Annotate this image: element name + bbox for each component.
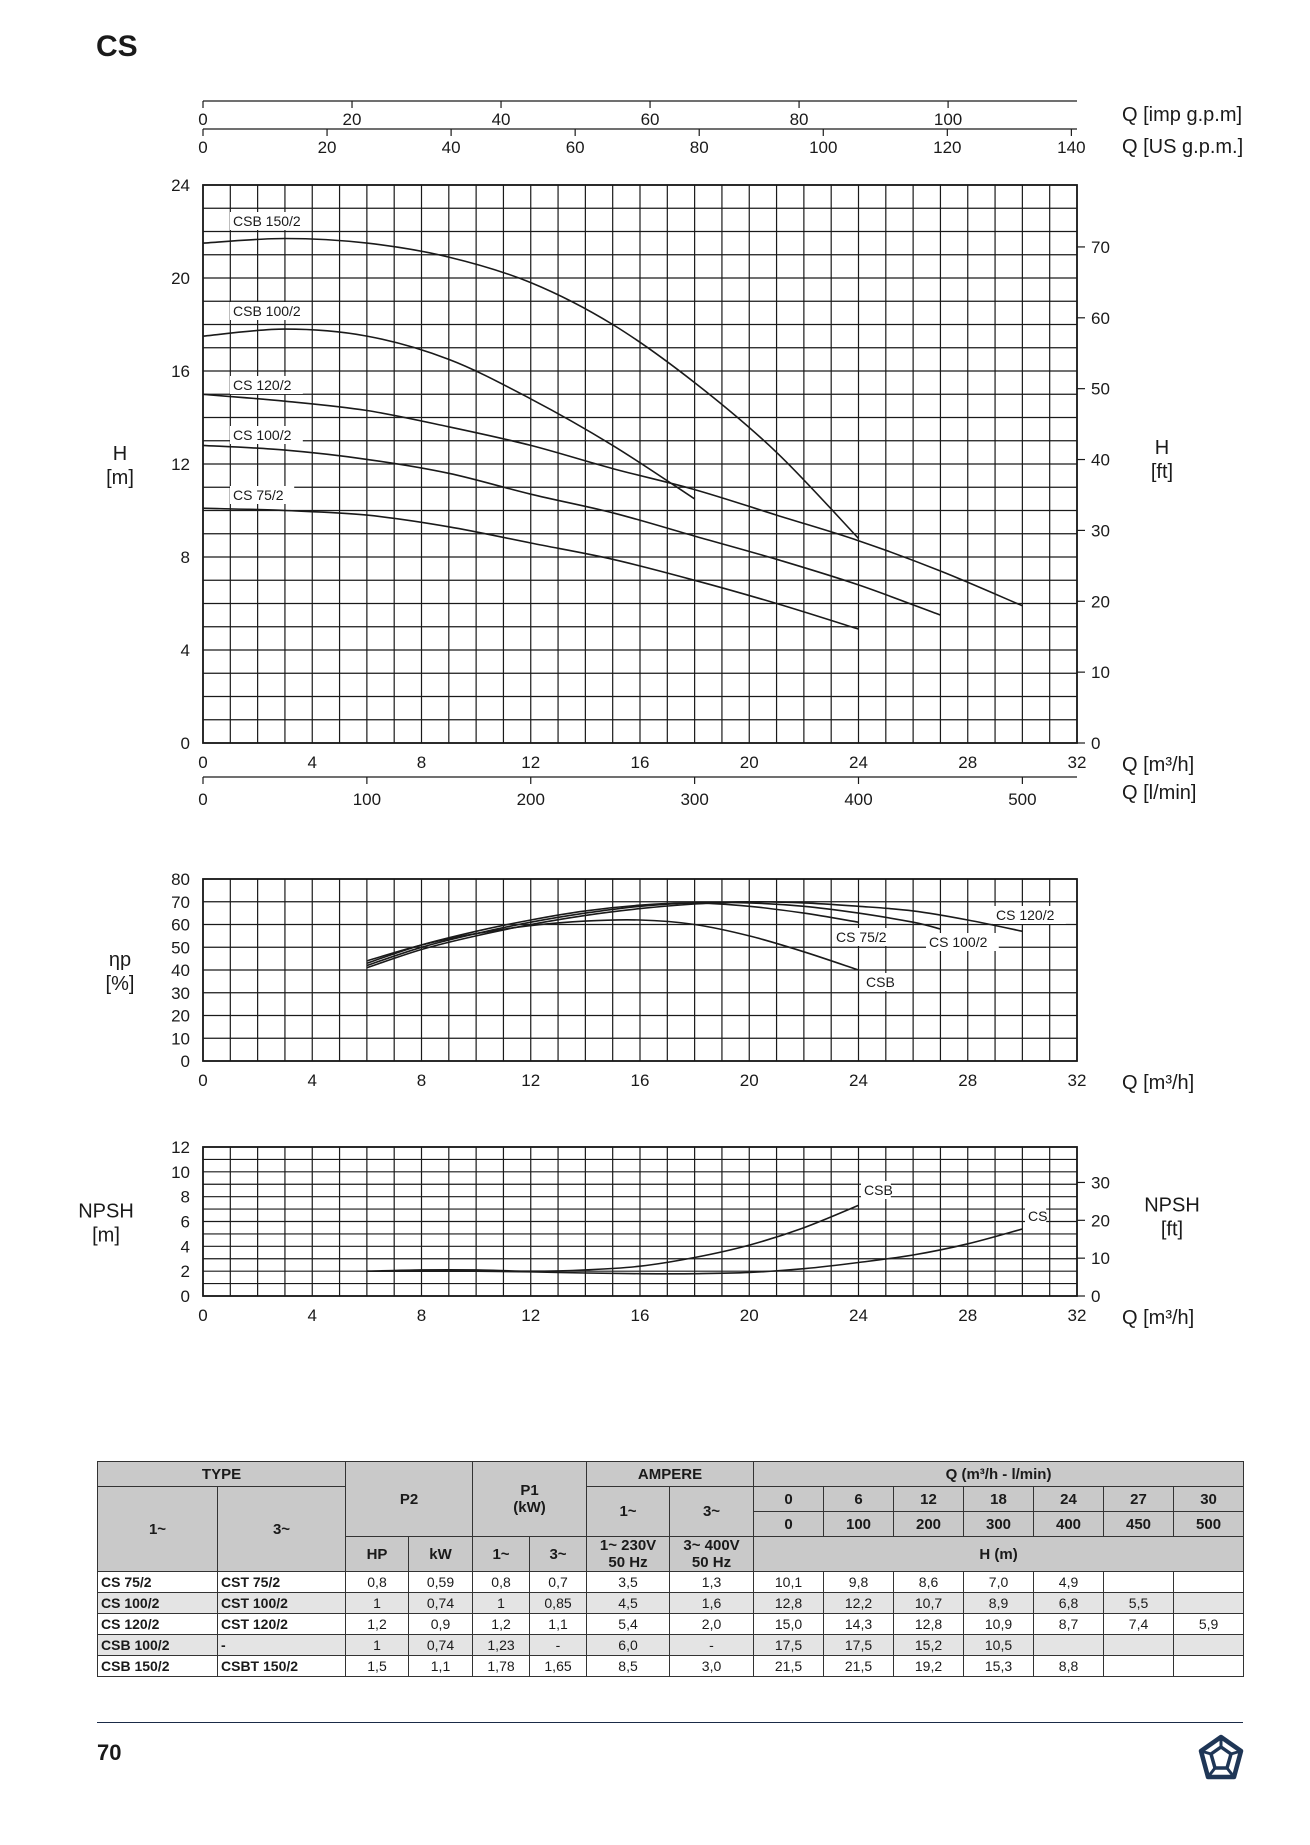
y-axis-label: ηp xyxy=(108,949,132,971)
us-gpm-tick-label: 80 xyxy=(689,138,709,157)
y2-tick-label: 30 xyxy=(1091,1173,1110,1193)
series-label: CSB 100/2 xyxy=(233,303,301,319)
table-row xyxy=(98,1593,1244,1614)
p1-single-phase-cell: 1,23 xyxy=(473,1635,530,1656)
y-tick-label: 0 xyxy=(180,734,190,753)
us-gpm-tick-label: 40 xyxy=(441,138,461,157)
y-tick-label: 4 xyxy=(180,641,190,660)
ampere-single-phase-cell: 6,0 xyxy=(587,1635,670,1656)
us-gpm-tick-label: 60 xyxy=(565,138,585,157)
table-row xyxy=(98,1635,1244,1656)
type-three-phase-header: 3~ xyxy=(218,1487,346,1572)
page-title: CS xyxy=(96,30,138,63)
head-value-cell: 21,5 xyxy=(824,1656,894,1677)
x-tick-label: 24 xyxy=(849,753,868,772)
p1-header xyxy=(473,1462,587,1537)
y-tick-label: 2 xyxy=(180,1262,190,1282)
head-value-cell: 15,2 xyxy=(894,1635,964,1656)
y-axis-label: [%] xyxy=(105,973,135,995)
y2-tick-label: 50 xyxy=(1091,379,1110,399)
head-value-cell xyxy=(1104,1572,1174,1593)
ampere-400v-label: 3~ 400V xyxy=(683,1537,740,1554)
type-header: TYPE xyxy=(98,1462,346,1487)
x-tick-label: 4 xyxy=(307,1306,317,1325)
ampere-single-phase-cell: 3,5 xyxy=(587,1572,670,1593)
p1-single-phase-cell: 1,78 xyxy=(473,1656,530,1677)
us-gpm-tick-label: 20 xyxy=(317,138,337,157)
q-m3h-header: 12 xyxy=(894,1487,964,1512)
footer-rule xyxy=(97,1722,1243,1723)
x-axis-label: Q [m³/h] xyxy=(1122,754,1195,776)
p1-three-phase-cell: 1,1 xyxy=(530,1614,587,1635)
head-value-cell: 8,9 xyxy=(964,1593,1034,1614)
y2-tick-label: 70 xyxy=(1091,237,1110,257)
p2-hp-cell: 1 xyxy=(346,1593,409,1614)
lmin-tick-label: 300 xyxy=(680,790,709,809)
x-tick-label: 24 xyxy=(849,1071,868,1090)
y-tick-label: 0 xyxy=(180,1287,190,1306)
lmin-tick-label: 500 xyxy=(1008,790,1037,809)
x-tick-label: 20 xyxy=(739,1071,759,1090)
lmin-axis-label: Q [l/min] xyxy=(1122,782,1197,804)
x-axis-label: Q [m³/h] xyxy=(1122,1072,1195,1094)
p1-three-phase-cell: 0,7 xyxy=(530,1572,587,1593)
p2-kw-cell: 0,59 xyxy=(409,1572,473,1593)
y-axis-label: NPSH xyxy=(78,1200,134,1223)
x-tick-label: 16 xyxy=(630,753,650,772)
q-m3h-header: 0 xyxy=(754,1487,824,1512)
y2-tick-label: 60 xyxy=(1091,308,1110,328)
type-three-phase-cell: CST 120/2 xyxy=(218,1614,346,1635)
pentagon-logo-icon xyxy=(1196,1733,1246,1783)
y2-tick-label: 30 xyxy=(1091,521,1110,541)
y-tick-label: 0 xyxy=(180,1052,190,1071)
y-tick-label: 6 xyxy=(180,1212,190,1232)
head-value-cell xyxy=(1174,1572,1244,1593)
imp-gpm-tick-label: 0 xyxy=(198,110,208,129)
y-tick-label: 4 xyxy=(180,1237,190,1257)
head-value-cell: 12,8 xyxy=(894,1614,964,1635)
series-curve xyxy=(203,445,940,615)
q-m3h-header: 6 xyxy=(824,1487,894,1512)
head-value-cell xyxy=(1104,1656,1174,1677)
y2-axis-label: H xyxy=(1154,437,1170,459)
q-m3h-header: 18 xyxy=(964,1487,1034,1512)
type-three-phase-cell: CST 75/2 xyxy=(218,1572,346,1593)
x-tick-label: 32 xyxy=(1067,1306,1087,1325)
q-header: Q (m³/h - l/min) xyxy=(754,1462,1244,1487)
x-tick-label: 16 xyxy=(630,1306,650,1325)
lmin-tick-label: 100 xyxy=(352,790,382,809)
series-label: CS 100/2 xyxy=(233,427,292,443)
imp-gpm-tick-label: 80 xyxy=(789,110,809,129)
q-lmin-header: 450 xyxy=(1104,1512,1174,1537)
q-m3h-header: 27 xyxy=(1104,1487,1174,1512)
p2-hp-cell: 1,5 xyxy=(346,1656,409,1677)
p1-single-phase-header: 1~ xyxy=(473,1537,530,1572)
head-value-cell: 15,3 xyxy=(964,1656,1034,1677)
ampere-230v-hz: 50 Hz xyxy=(608,1554,648,1571)
head-value-cell: 5,9 xyxy=(1174,1614,1244,1635)
type-single-phase-cell: CS 100/2 xyxy=(98,1593,218,1614)
ampere-three-phase-cell: 1,6 xyxy=(670,1593,754,1614)
x-tick-label: 8 xyxy=(416,1071,427,1090)
lmin-tick-label: 200 xyxy=(516,790,545,809)
x-tick-label: 4 xyxy=(307,1071,317,1090)
p2-hp-cell: 1 xyxy=(346,1635,409,1656)
x-tick-label: 20 xyxy=(739,753,759,772)
p1-three-phase-cell: 1,65 xyxy=(530,1656,587,1677)
lmin-tick-label: 0 xyxy=(198,790,208,809)
p1-header-label: P1 xyxy=(520,1482,539,1499)
ampere-single-phase-cell: 8,5 xyxy=(587,1656,670,1677)
type-single-phase-cell: CS 120/2 xyxy=(98,1614,218,1635)
type-single-phase-cell: CS 75/2 xyxy=(98,1572,218,1593)
y-axis-label: [m] xyxy=(92,1224,120,1247)
head-value-cell: 7,4 xyxy=(1104,1614,1174,1635)
hp-header: HP xyxy=(346,1537,409,1572)
p1-three-phase-cell: - xyxy=(530,1635,587,1656)
head-value-cell xyxy=(1034,1635,1104,1656)
type-single-phase-header: 1~ xyxy=(98,1487,218,1572)
series-label: CS 100/2 xyxy=(929,934,988,950)
ampere-single-phase-header: 1~ xyxy=(587,1487,670,1537)
q-m3h-header: 24 xyxy=(1034,1487,1104,1512)
head-value-cell xyxy=(1174,1656,1244,1677)
y2-tick-label: 10 xyxy=(1091,1249,1110,1269)
x-tick-label: 16 xyxy=(630,1071,650,1090)
ampere-header: AMPERE xyxy=(587,1462,754,1487)
p1-header-unit: (kW) xyxy=(513,1499,546,1516)
y2-tick-label: 40 xyxy=(1091,450,1110,470)
x-tick-label: 28 xyxy=(958,1071,978,1090)
type-three-phase-cell: CSBT 150/2 xyxy=(218,1656,346,1677)
head-value-cell: 8,8 xyxy=(1034,1656,1104,1677)
ampere-three-phase-header: 3~ xyxy=(670,1487,754,1537)
ampere-three-phase-cell: 2,0 xyxy=(670,1614,754,1635)
series-label: CS 75/2 xyxy=(233,487,284,503)
head-value-cell xyxy=(1174,1635,1244,1656)
y2-tick-label: 0 xyxy=(1091,1287,1101,1306)
head-value-cell: 8,6 xyxy=(894,1572,964,1593)
head-value-cell: 10,7 xyxy=(894,1593,964,1614)
x-tick-label: 0 xyxy=(198,1306,208,1325)
head-value-cell: 17,5 xyxy=(754,1635,824,1656)
head-value-cell: 10,5 xyxy=(964,1635,1034,1656)
y-tick-label: 60 xyxy=(171,915,190,935)
ampere-230v-label: 1~ 230V xyxy=(599,1537,657,1554)
y2-tick-label: 20 xyxy=(1091,1211,1110,1231)
x-tick-label: 28 xyxy=(958,1306,978,1325)
x-tick-label: 32 xyxy=(1067,753,1087,772)
y2-tick-label: 20 xyxy=(1091,592,1110,612)
type-single-phase-cell: CSB 150/2 xyxy=(98,1656,218,1677)
head-value-cell: 6,8 xyxy=(1034,1593,1104,1614)
x-tick-label: 4 xyxy=(307,753,317,772)
series-label: CS 75/2 xyxy=(836,929,887,945)
head-value-cell: 21,5 xyxy=(754,1656,824,1677)
ampere-400v-hz: 50 Hz xyxy=(691,1554,732,1571)
head-value-cell: 4,9 xyxy=(1034,1572,1104,1593)
head-value-cell: 7,0 xyxy=(964,1572,1034,1593)
q-lmin-header: 400 xyxy=(1034,1512,1104,1537)
head-curves xyxy=(106,101,1243,809)
us-gpm-tick-label: 0 xyxy=(198,138,208,157)
x-tick-label: 28 xyxy=(958,753,978,772)
series-label: CS 120/2 xyxy=(233,377,292,393)
lmin-tick-label: 400 xyxy=(844,790,873,809)
ampere-three-phase-cell: - xyxy=(670,1635,754,1656)
head-value-cell: 15,0 xyxy=(754,1614,824,1635)
kw-header: kW xyxy=(409,1537,473,1572)
ampere-three-phase-cell: 3,0 xyxy=(670,1656,754,1677)
head-value-cell xyxy=(1104,1635,1174,1656)
q-lmin-header: 100 xyxy=(824,1512,894,1537)
head-value-cell: 19,2 xyxy=(894,1656,964,1677)
ampere-400v-header xyxy=(670,1537,754,1572)
table-row xyxy=(98,1572,1244,1593)
p1-three-phase-header: 3~ xyxy=(530,1537,587,1572)
p2-header: P2 xyxy=(346,1462,473,1537)
y-tick-label: 40 xyxy=(171,961,190,980)
npsh-curves xyxy=(78,1138,1200,1329)
head-header: H (m) xyxy=(754,1537,1244,1572)
q-lmin-header: 0 xyxy=(754,1512,824,1537)
p1-single-phase-cell: 1 xyxy=(473,1593,530,1614)
us-gpm-tick-label: 100 xyxy=(809,138,838,157)
y2-axis-label: [ft] xyxy=(1150,461,1174,483)
x-tick-label: 0 xyxy=(198,1071,208,1090)
y-tick-label: 12 xyxy=(171,455,190,474)
head-value-cell: 12,8 xyxy=(754,1593,824,1614)
head-value-cell xyxy=(1174,1593,1244,1614)
p2-kw-cell: 1,1 xyxy=(409,1656,473,1677)
p1-single-phase-cell: 0,8 xyxy=(473,1572,530,1593)
imp-gpm-axis-label: Q [imp g.p.m] xyxy=(1122,104,1243,126)
y-tick-label: 50 xyxy=(171,938,190,958)
y-tick-label: 8 xyxy=(180,1187,190,1207)
table-row xyxy=(98,1656,1244,1677)
p2-kw-cell: 0,74 xyxy=(409,1635,473,1656)
ampere-230v-header xyxy=(587,1537,670,1572)
y-tick-label: 20 xyxy=(171,1006,190,1026)
series-label: CSB xyxy=(864,1182,893,1198)
y2-axis-label: [ft] xyxy=(1160,1218,1184,1241)
imp-gpm-tick-label: 40 xyxy=(491,110,511,129)
y-tick-label: 24 xyxy=(171,176,190,195)
series-label: CSB 150/2 xyxy=(233,213,301,229)
x-tick-label: 12 xyxy=(521,1071,541,1090)
y2-tick-label: 10 xyxy=(1091,663,1110,683)
ampere-three-phase-cell: 1,3 xyxy=(670,1572,754,1593)
q-m3h-header: 30 xyxy=(1174,1487,1244,1512)
imp-gpm-tick-label: 20 xyxy=(342,110,362,129)
x-tick-label: 0 xyxy=(198,753,208,772)
p2-hp-cell: 0,8 xyxy=(346,1572,409,1593)
p2-kw-cell: 0,9 xyxy=(409,1614,473,1635)
y2-axis-label: NPSH xyxy=(1144,1194,1200,1217)
q-lmin-header: 200 xyxy=(894,1512,964,1537)
y-tick-label: 16 xyxy=(171,362,190,381)
efficiency-curves xyxy=(106,870,1195,1094)
head-value-cell: 17,5 xyxy=(824,1635,894,1656)
us-gpm-tick-label: 120 xyxy=(933,138,962,157)
y-tick-label: 10 xyxy=(171,1029,190,1049)
head-value-cell: 9,8 xyxy=(824,1572,894,1593)
q-lmin-header: 500 xyxy=(1174,1512,1244,1537)
y-tick-label: 10 xyxy=(171,1162,190,1182)
series-label: CSB xyxy=(866,974,895,990)
y2-tick-label: 0 xyxy=(1091,734,1101,753)
p2-kw-cell: 0,74 xyxy=(409,1593,473,1614)
y-tick-label: 20 xyxy=(171,269,190,288)
table-row xyxy=(98,1614,1244,1635)
x-tick-label: 12 xyxy=(521,1306,541,1325)
x-tick-label: 32 xyxy=(1067,1071,1087,1090)
ampere-single-phase-cell: 5,4 xyxy=(587,1614,670,1635)
page-number: 70 xyxy=(97,1740,122,1765)
y-tick-label: 12 xyxy=(171,1138,190,1157)
head-value-cell: 14,3 xyxy=(824,1614,894,1635)
x-tick-label: 24 xyxy=(849,1306,868,1325)
head-value-cell: 8,7 xyxy=(1034,1614,1104,1635)
type-single-phase-cell: CSB 100/2 xyxy=(98,1635,218,1656)
y-tick-label: 70 xyxy=(171,892,190,912)
head-value-cell: 5,5 xyxy=(1104,1593,1174,1614)
ampere-single-phase-cell: 4,5 xyxy=(587,1593,670,1614)
y-tick-label: 8 xyxy=(180,548,190,567)
y-axis-label: [m] xyxy=(106,467,134,489)
series-label: CS xyxy=(1028,1208,1048,1224)
x-tick-label: 12 xyxy=(521,753,541,772)
q-lmin-header: 300 xyxy=(964,1512,1034,1537)
p2-hp-cell: 1,2 xyxy=(346,1614,409,1635)
y-axis-label: H xyxy=(112,443,128,465)
x-tick-label: 8 xyxy=(416,753,427,772)
head-value-cell: 12,2 xyxy=(824,1593,894,1614)
type-three-phase-cell: CST 100/2 xyxy=(218,1593,346,1614)
y-tick-label: 30 xyxy=(171,983,190,1003)
p1-single-phase-cell: 1,2 xyxy=(473,1614,530,1635)
us-gpm-axis-label: Q [US g.p.m.] xyxy=(1122,136,1244,158)
p1-three-phase-cell: 0,85 xyxy=(530,1593,587,1614)
imp-gpm-tick-label: 100 xyxy=(933,110,963,129)
imp-gpm-tick-label: 60 xyxy=(640,110,660,129)
pump-specification-table xyxy=(97,1461,1244,1677)
y-tick-label: 80 xyxy=(171,870,190,889)
head-value-cell: 10,9 xyxy=(964,1614,1034,1635)
type-three-phase-cell: - xyxy=(218,1635,346,1656)
x-tick-label: 20 xyxy=(739,1306,759,1325)
x-tick-label: 8 xyxy=(416,1306,427,1325)
head-value-cell: 10,1 xyxy=(754,1572,824,1593)
series-label: CS 120/2 xyxy=(996,907,1055,923)
x-axis-label: Q [m³/h] xyxy=(1122,1307,1195,1329)
us-gpm-tick-label: 140 xyxy=(1057,138,1086,157)
